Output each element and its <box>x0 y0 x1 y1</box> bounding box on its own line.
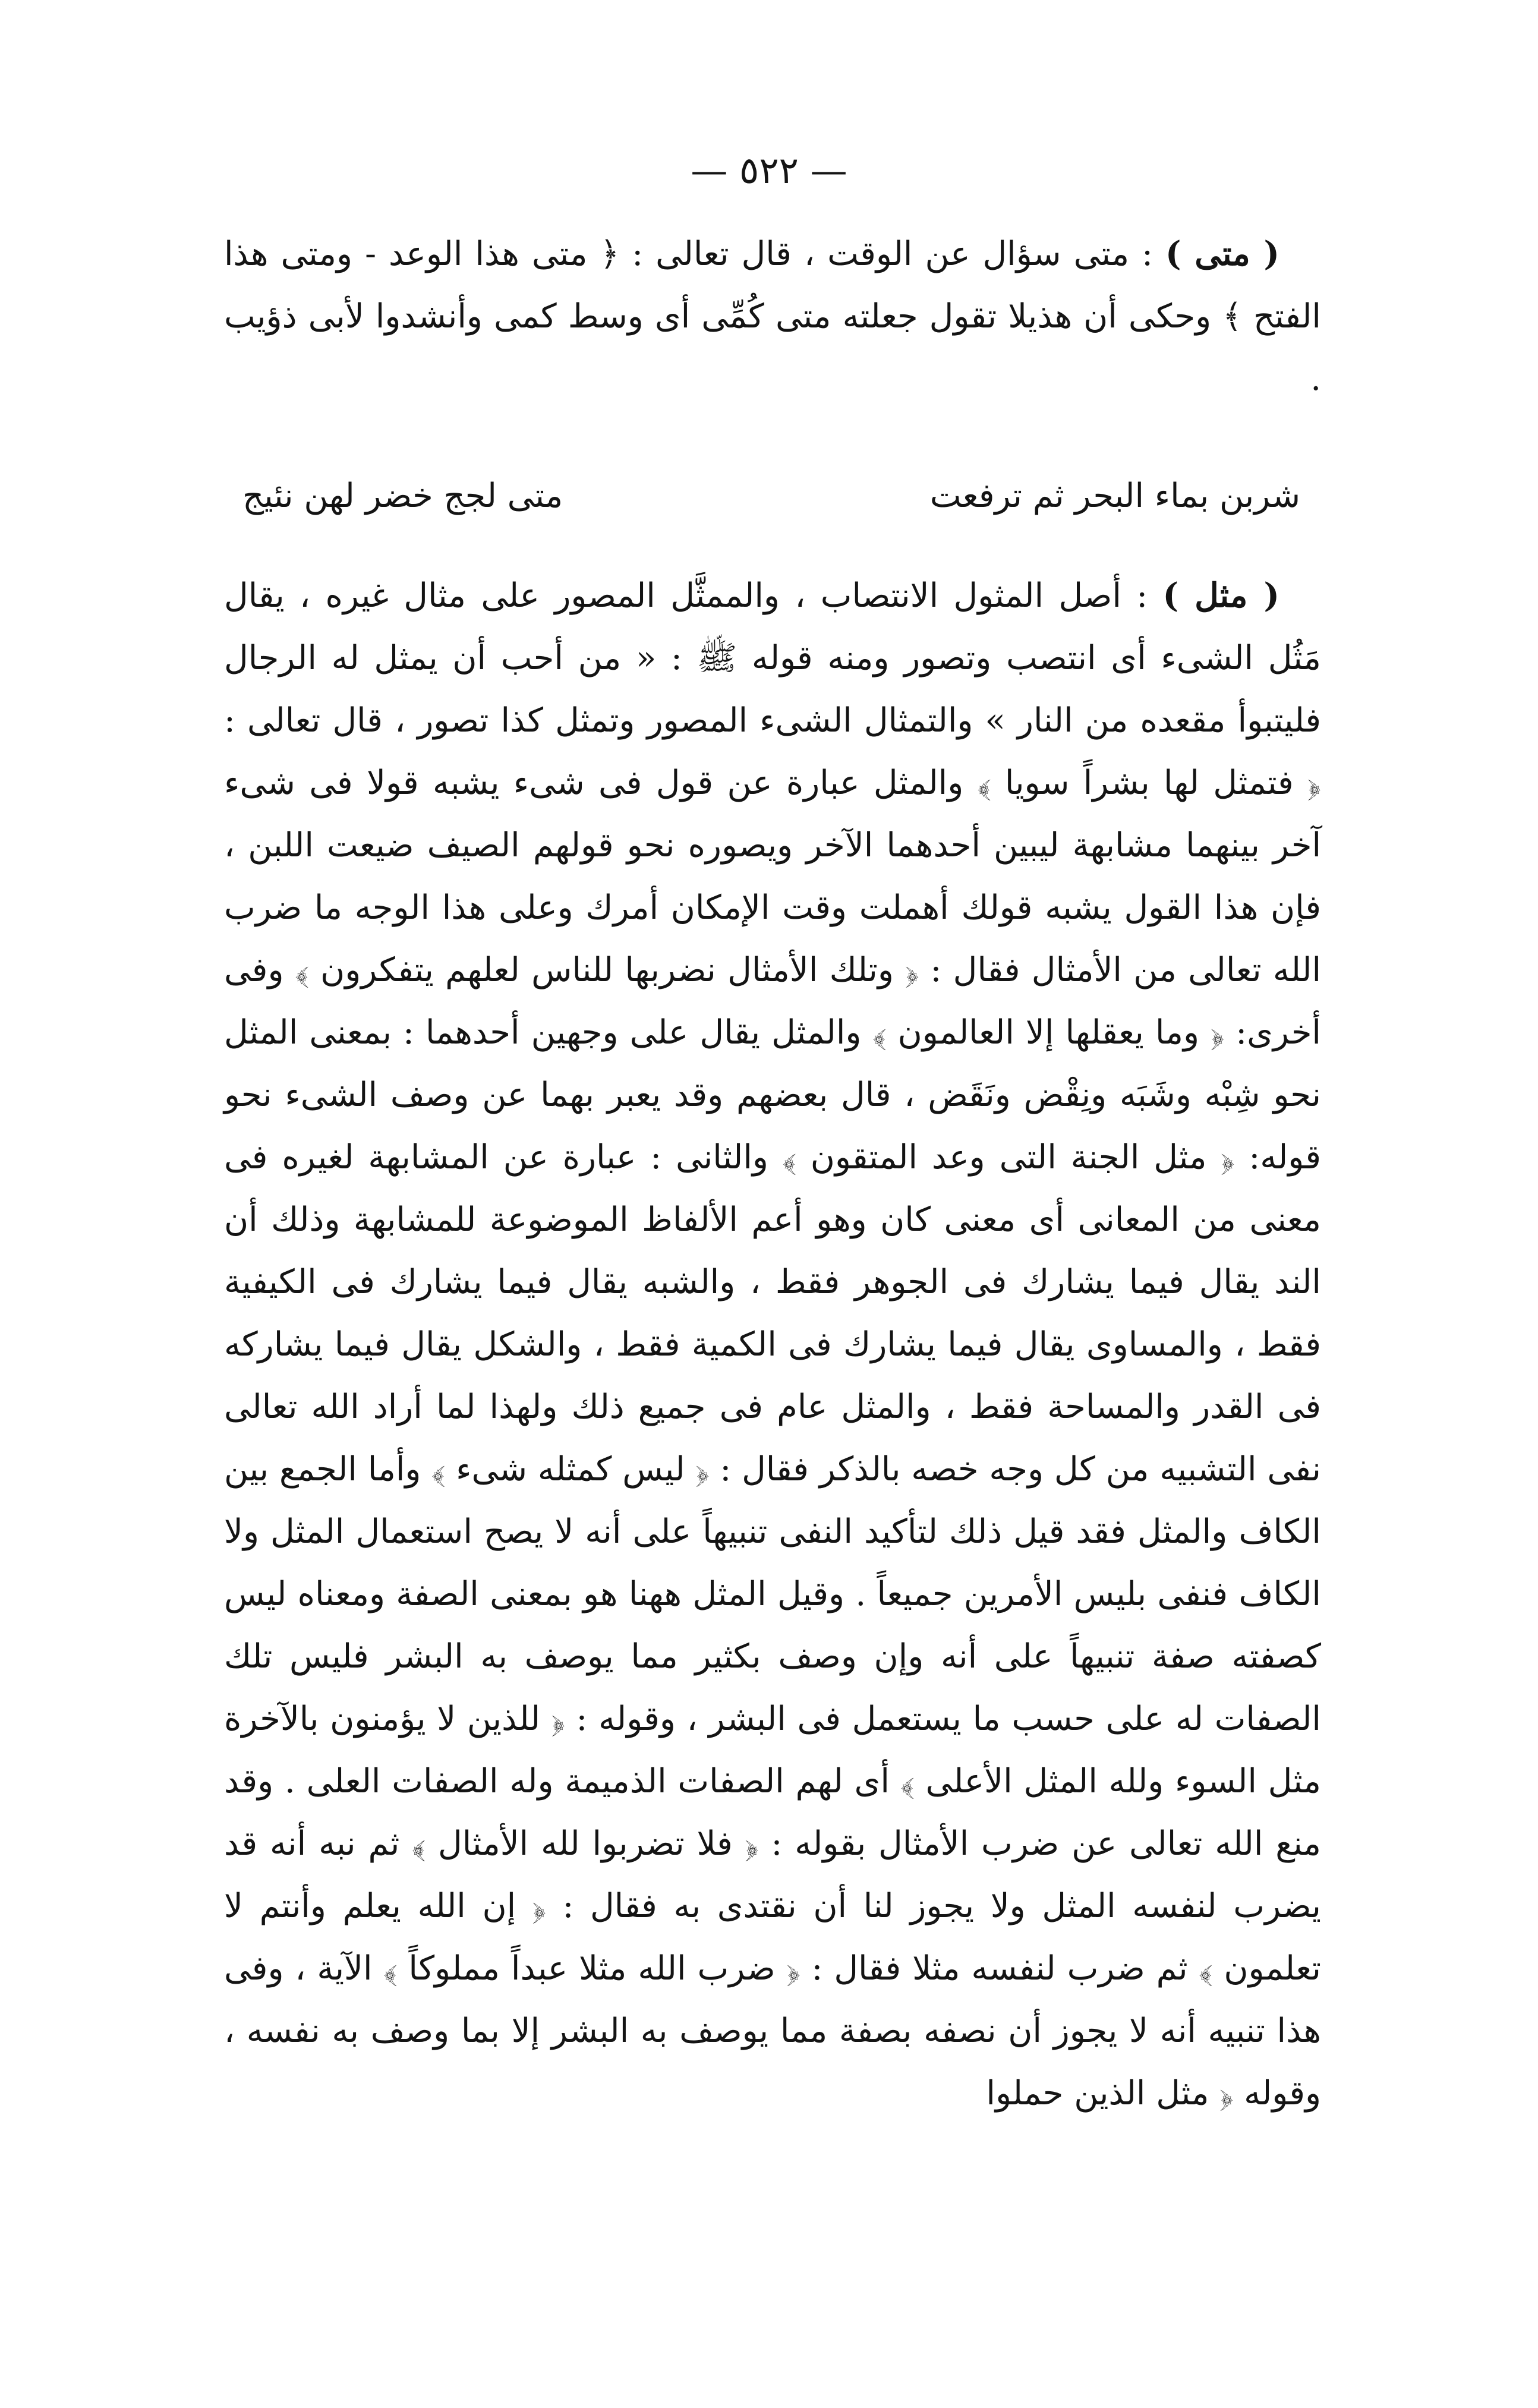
verse-first-hemistich: شربن بماء البحر ثم ترفعت <box>929 477 1300 515</box>
verse-second-hemistich: متى لجج خضر لهن نئيج <box>242 477 563 515</box>
entry-body-text: : متى سؤال عن الوقت ، قال تعالى : ﴿ متى هذا الوعد - ومتى هذا الفتح ﴾ وحكى أن هذيلا تقول جعلته متى كُمِّى أى وسط كمى وأنشدوا لأبى ذؤيب . <box>224 235 1321 398</box>
entry-headword: ( مثل ) <box>1162 576 1279 615</box>
entry-body-text: : أصل المثول الانتصاب ، والممثَّل المصور على مثال غيره ، يقال مَثُل الشىء أى انتصب وتصور ومنه قوله ﷺ : « من أحب أن يمثل له الرجال فليتبوأ مقعده من النار » والتمثال الشىء المصور وتمثل كذا تصور ، قال تعالى : ﴿ فتمثل لها بشراً سويا ﴾ والمثل عبارة عن قول فى شىء يشبه قولا فى شىء آخر بينهما مشابهة ليبين أحدهما الآخر ويصوره نحو قولهم الصيف ضيعت اللبن ، فإن هذا القول يشبه قولك أهملت وقت الإمكان أمرك وعلى هذا الوجه ما ضرب الله تعالى من الأمثال فقال : ﴿ وتلك الأمثال نضربها للناس لعلهم يتفكرون ﴾ وفى أخرى: ﴿ وما يعقلها إلا العالمون ﴾ والمثل يقال على وجهين أحدهما : بمعنى المثل نحو شِبْه وشَبَه ونِقْض ونَقَض ، قال بعضهم وقد يعبر بهما عن وصف الشىء نحو قوله: ﴿ مثل الجنة التى وعد المتقون ﴾ والثانى : عبارة عن المشابهة لغيره فى معنى من المعانى أى معنى كان وهو أعم الألفاظ الموضوعة للمشابهة وذلك أن الند يقال فيما يشارك فى الجوهر فقط ، والشبه يقال فيما يشارك فى الكيفية فقط ، والمساوى يقال فيما يشارك فى الكمية فقط ، والشكل يقال فيما يشاركه فى القدر والمساحة فقط ، والمثل عام فى جميع ذلك ولهذا لما أراد الله تعالى نفى التشبيه من كل وجه خصه بالذكر فقال : ﴿ ليس كمثله شىء ﴾ وأما الجمع بين الكاف والمثل فقد قيل ذلك لتأكيد النفى تنبيهاً على أنه لا يصح استعمال المثل ولا الكاف فنفى بليس الأمرين جميعاً . وقيل المثل ههنا هو بمعنى الصفة ومعناه ليس كصفته صفة تنبيهاً على أنه وإن وصف بكثير مما يوصف به البشر فليس تلك الصفات له على حسب ما يستعمل فى البشر ، وقوله : ﴿ للذين لا يؤمنون بالآخرة مثل السوء ولله المثل الأعلى ﴾ أى لهم الصفات الذميمة وله الصفات العلى . وقد منع الله تعالى عن ضرب الأمثال بقوله : ﴿ فلا تضربوا لله الأمثال ﴾ ثم نبه أنه قد يضرب لنفسه المثل ولا يجوز لنا أن نقتدى به فقال : ﴿ إن الله يعلم وأنتم لا تعلمون ﴾ ثم ضرب لنفسه مثلا فقال : ﴿ ضرب الله مثلا عبداً مملوكاً ﴾ الآية ، وفى هذا تنبيه أنه لا يجوز أن نصفه بصفة مما يوصف به البشر إلا بما وصف به نفسه ، وقوله ﴿ مثل الذين حملوا <box>224 576 1322 2113</box>
dictionary-entry-mathal <box>224 565 1321 2125</box>
page-number: — ٥٢٢ — <box>691 149 847 192</box>
dictionary-entry-mata <box>224 223 1321 410</box>
poetry-verse <box>242 469 1300 523</box>
entry-headword: ( متى ) <box>1165 234 1279 273</box>
entry-paragraph <box>224 565 1321 2125</box>
entry-paragraph <box>224 223 1321 410</box>
